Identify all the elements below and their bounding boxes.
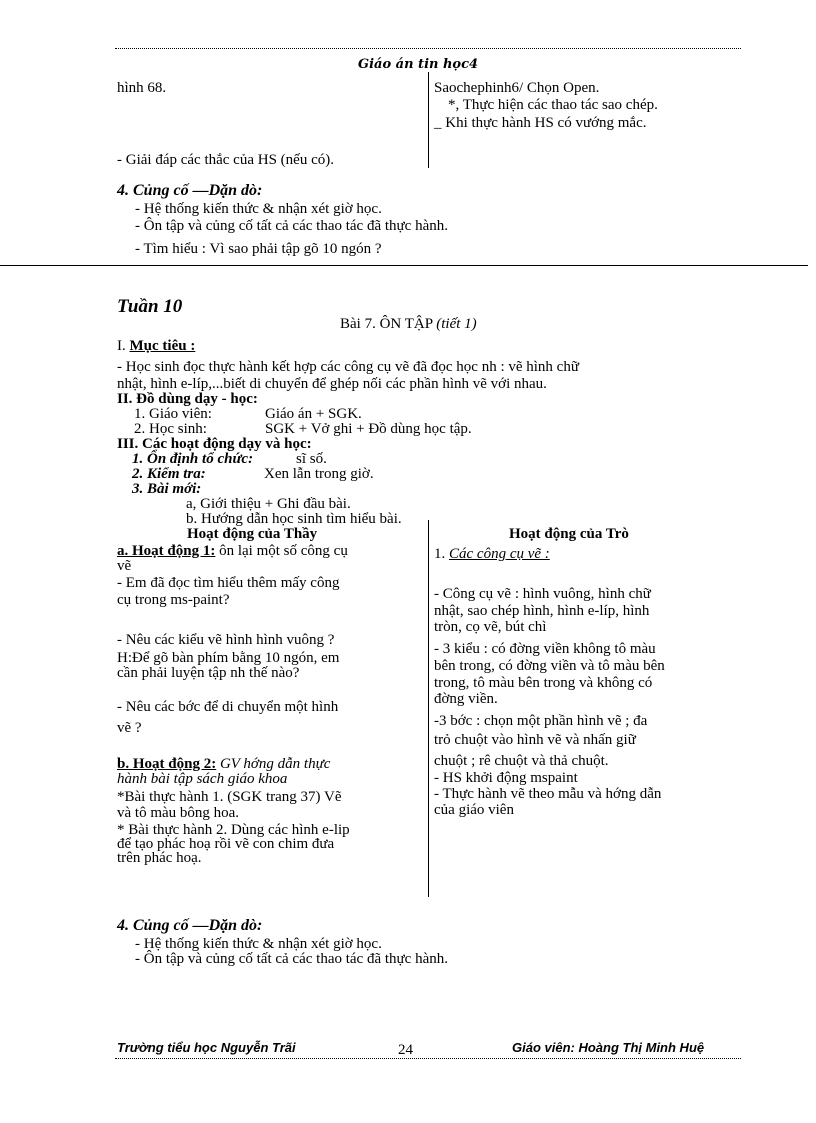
right-r3c: chuột ; rê chuột và thả chuột. [434, 753, 609, 769]
left-q2c: cần phải luyện tập nh thế nào? [117, 665, 300, 681]
prev-consolidate-3: - Tìm hiểu : Vì sao phải tập gõ 10 ngón ? [135, 241, 382, 257]
header-title: Giáo án tin học4 [358, 57, 479, 72]
act-2-label: 2. Kiểm tra: [132, 466, 206, 482]
goal-number: I. [117, 338, 126, 354]
table-left-header: Hoạt động của Thầy [187, 526, 318, 542]
left-p1a: *Bài thực hành 1. (SGK trang 37) Vẽ [117, 789, 342, 805]
closing-2: - Ôn tập và củng cố tất cả các thao tác đã thực hành. [135, 951, 448, 967]
left-hd2-rest: GV hớng dẫn thực [216, 756, 331, 772]
left-hd1-rest2: vẽ [117, 558, 132, 574]
right-r3a: -3 bớc : chọn một phần hình vẽ ; đa [434, 713, 648, 729]
left-hd1-rest: ôn lại một số công cụ [215, 543, 348, 559]
left-q3b: vẽ ? [117, 720, 142, 736]
left-hd1 [117, 543, 348, 559]
prev-consolidate-1: - Hệ thống kiến thức & nhận xét giờ học. [135, 201, 382, 217]
right-r0-num: 1. [434, 546, 449, 562]
week-label: Tuần 10 [117, 296, 183, 317]
tools-teacher-label: 1. Giáo viên: [134, 406, 212, 422]
left-q1b: cụ trong ms-paint? [117, 592, 230, 608]
left-p1b: và tô màu bông hoa. [117, 805, 240, 821]
left-q2b: H:Để gõ bàn phím bằng 10 ngón, em [117, 650, 340, 666]
prev-column-divider [428, 72, 429, 168]
prev-consolidate-title: 4. Củng cố —Dặn dò: [117, 182, 263, 199]
right-r1b: nhật, sao chép hình, hình e-líp, hình [434, 603, 650, 619]
prev-consolidate-2: - Ôn tập và củng cố tất cả các thao tác đã thực hành. [135, 218, 448, 234]
act-3a: a, Giới thiệu + Ghi đầu bài. [186, 496, 351, 512]
lesson-title [340, 316, 477, 332]
left-p2c: trên phác hoạ. [117, 850, 202, 866]
right-r2c: trong, tô màu bên trong và không có [434, 675, 653, 691]
footer-page-number: 24 [398, 1042, 413, 1058]
right-r5b: của giáo viên [434, 802, 514, 818]
left-p2b: để tạo phác hoạ rồi vẽ con chim đưa [117, 836, 335, 852]
goal-text-1: - Học sinh đọc thực hành kết hợp các công cụ vẽ đã đọc học nh : vẽ hình chữ [117, 359, 579, 375]
right-r2b: bên trong, có đờng viền và tô màu bên [434, 658, 665, 674]
act-2-value: Xen lẫn trong giờ. [264, 466, 374, 482]
act-3-label: 3. Bài mới: [132, 481, 202, 497]
lesson-title-sub: (tiết 1) [436, 316, 477, 332]
right-r1a: - Công cụ vẽ : hình vuông, hình chữ [434, 586, 651, 602]
right-r0 [434, 546, 550, 562]
left-hd2-label: b. Hoạt động 2: [117, 756, 217, 772]
closing-title: 4. Củng cố —Dặn dò: [117, 917, 263, 934]
goal-label: Mục tiêu : [129, 338, 196, 354]
right-r0-label: Các công cụ vẽ : [449, 546, 550, 562]
lesson-title-main: Bài 7. ÔN TẬP [340, 316, 433, 332]
act-1-value: sĩ số. [296, 451, 327, 467]
section-separator [0, 265, 808, 266]
tools-teacher-value: Giáo án + SGK. [265, 406, 362, 422]
table-column-divider [428, 520, 429, 897]
prev-left-line2: - Giải đáp các thắc của HS (nếu có). [117, 152, 334, 168]
left-hd1-label: a. Hoạt động 1: [117, 543, 216, 559]
left-q2a: - Nêu các kiểu vẽ hình hình vuông ? [117, 632, 335, 648]
header-rule [115, 48, 741, 49]
left-hd2-rest2: hành bài tập sách giáo khoa [117, 771, 288, 787]
prev-left-line1: hình 68. [117, 80, 167, 96]
left-q3a: - Nêu các bớc để di chuyển một hình [117, 699, 339, 715]
left-p2a: * Bài thực hành 2. Dùng các hình e-lip [117, 822, 350, 838]
goal-text-2: nhật, hình e-líp,...biết di chuyển để ghép nối các phần hình vẽ với nhau. [117, 376, 547, 392]
right-r3b: trỏ chuột vào hình vẽ và nhấn giữ [434, 732, 636, 748]
right-r2d: đờng viền. [434, 691, 498, 707]
tools-heading: II. Đồ dùng dạy - học: [117, 391, 258, 407]
goal-heading [117, 338, 195, 354]
footer-school: Trường tiểu học Nguyễn Trãi [117, 1040, 296, 1055]
right-r2a: - 3 kiểu : có đờng viền không tô màu [434, 641, 656, 657]
tools-student-value: SGK + Vở ghi + Đồ dùng học tập. [265, 421, 472, 437]
act-3b: b. Hướng dẫn học sinh tìm hiểu bài. [186, 511, 402, 527]
act-1-label: 1. Ổn định tổ chức: [132, 451, 254, 467]
prev-right-line3: _ Khi thực hành HS có vướng mắc. [434, 115, 647, 131]
right-r1c: tròn, cọ vẽ, bút chì [434, 619, 547, 635]
left-hd2 [117, 756, 330, 772]
footer-teacher: Giáo viên: Hoàng Thị Minh Huệ [512, 1040, 705, 1055]
closing-1: - Hệ thống kiến thức & nhận xét giờ học. [135, 936, 382, 952]
prev-right-line1: Saochephinh6/ Chọn Open. [434, 80, 600, 96]
footer-rule [115, 1058, 741, 1059]
right-r4: - HS khởi động mspaint [434, 770, 578, 786]
table-right-header: Hoạt động của Trò [509, 526, 629, 542]
activities-heading: III. Các hoạt động dạy và học: [117, 436, 312, 452]
left-q1a: - Em đã đọc tìm hiểu thêm mấy công [117, 575, 340, 591]
right-r5a: - Thực hành vẽ theo mẫu và hớng dẫn [434, 786, 662, 802]
prev-right-line2: *, Thực hiện các thao tác sao chép. [448, 97, 658, 113]
tools-student-label: 2. Học sinh: [134, 421, 207, 437]
